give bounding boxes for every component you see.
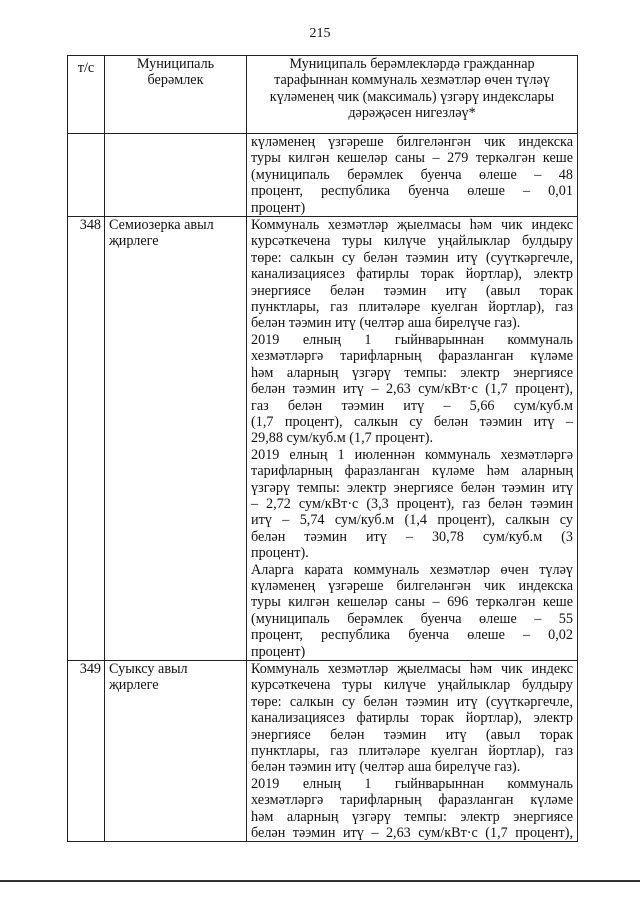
text-line: һәм аларның үзгәрү темпы: электр энергиясе (251, 808, 573, 825)
text-line: процент). (251, 545, 309, 562)
text-line: күләменең үзгәреше билгеләнгән чик индекска (251, 577, 573, 594)
text-line: төре: салкын су белән тәэмин итү (суүткәргечле, (251, 249, 573, 266)
text-line: – 2,72 сум/кВт·с (3,3 процент), газ белән тәэмин (251, 495, 573, 512)
text-line: канализациясез фатирлы торак йортлар), электр (251, 266, 573, 283)
text-line: (муниципаль берәмлек буенча өлеше – 55 (251, 610, 573, 627)
text-line: үзгәрү темпы: электр энергиясе белән тәэмин итү (251, 479, 573, 496)
continuation-municipality-cell (105, 134, 247, 217)
text-line: төре: салкын су белән тәэмин итү (суүткәргечле, (251, 693, 573, 710)
header-justification-line: күләменең чик (максималь) үзгәрү индекслары (269, 88, 555, 105)
text-line: туры килгән кешеләр саны – 696 теркәлгән кеше (251, 594, 573, 611)
header-justification-line: дәрәҗәсен нигезләү* (348, 105, 476, 122)
text-line: процент) (251, 643, 306, 660)
row-number: 349 (68, 661, 105, 842)
table-header-row (68, 56, 578, 134)
text-line: 2019 елның 1 гыйнварыннан коммуналь (251, 331, 573, 348)
text-line: (муниципаль берәмлек буенча өлеше – 48 (251, 166, 573, 183)
continuation-row (68, 134, 578, 217)
text-line: һәм аларның үзгәрү темпы: электр энергиясе (251, 364, 573, 381)
text-line: курсәткечена туры килүче уңайлыклар булдыру (251, 677, 573, 694)
row-municipality (105, 217, 247, 661)
header-municipality (105, 56, 247, 134)
text-line: хезмәтләргә тарифларның фаразланган күләме (251, 348, 573, 365)
text-line: процент) (251, 199, 306, 216)
text-line: белән тәэмин итү – 2,63 сум/кВт·с (1,7 процент), (251, 825, 573, 842)
text-line: пунктлары, газ плитәләре куелган йортлар), газ (251, 299, 573, 316)
text-line: Аларга карата коммуналь хезмәтләр өчен түләү (251, 561, 573, 578)
tariff-table (67, 55, 578, 842)
text-line: Коммуналь хезмәтләр җыелмасы һәм чик индекс (251, 661, 573, 677)
bottom-rule (0, 880, 640, 882)
text-line: газ белән тәэмин итү – 5,66 сум/куб.м (251, 397, 573, 414)
header-number: т/с (68, 56, 105, 134)
table-row (68, 217, 578, 661)
text-line: туры килгән кешеләр саны – 279 теркәлгән кеше (251, 150, 573, 167)
text-line: канализациясез фатирлы торак йортлар), электр (251, 710, 573, 727)
table-row (68, 661, 578, 842)
text-line: курсәткечена туры килүче уңайлыклар булдыру (251, 233, 573, 250)
text-line: хезмәтләргә тарифларның фаразланган күләме (251, 792, 573, 809)
text-line: тарифларның фаразланган күләме һәм аларның (251, 463, 573, 480)
text-line: белән тәэмин итү (челтәр аша бирелүче газ). (251, 315, 521, 332)
continuation-text (247, 134, 578, 217)
page-number: 215 (309, 26, 331, 41)
row-justification (247, 661, 578, 842)
header-justification-line: тарафыннан коммуналь хезмәтләр өчен түләү (274, 72, 550, 89)
text-line: Коммуналь хезмәтләр җыелмасы һәм чик индекс (251, 217, 573, 234)
row-number: 348 (68, 217, 105, 661)
row-municipality-line: Семиозерка авыл (109, 217, 214, 234)
row-municipality (105, 661, 247, 842)
row-municipality-line: Суыксу авыл (109, 661, 188, 677)
text-line: 2019 елның 1 гыйнварыннан коммуналь (251, 775, 573, 792)
text-line: энергиясе белән тәэмин итү (авыл торак (251, 282, 573, 299)
text-line: (1,7 процент), салкын су белән тәэмин итү – (251, 413, 573, 430)
text-line: 29,88 сум/куб.м (1,7 процент). (251, 430, 434, 447)
header-municipality-line: берәмлек (147, 72, 204, 89)
header-justification-line: Муниципаль берәмлекләрдә гражданнар (289, 56, 535, 72)
text-line: белән тәэмин итү – 2,63 сум/кВт·с (1,7 процент), (251, 381, 573, 398)
text-line: белән тәэмин итү – 30,78 сум/куб.м (3 (251, 528, 573, 545)
text-line: итү – 5,74 сум/куб.м (1,4 процент), салкын су (251, 512, 573, 529)
row-justification (247, 217, 578, 661)
text-line: күләменең үзгәреше билгеләнгән чик индекска (251, 134, 573, 150)
text-line: 2019 елның 1 июленнән коммуналь хезмәтләргә (251, 446, 573, 463)
row-municipality-line: җирлеге (109, 677, 159, 694)
text-line: белән тәэмин итү (челтәр аша бирелүче газ). (251, 759, 521, 776)
text-line: энергиясе белән тәэмин итү (авыл торак (251, 726, 573, 743)
text-line: пунктлары, газ плитәләре куелган йортлар), газ (251, 743, 573, 760)
text-line: процент, республика буенча өлеше – 0,02 (251, 627, 573, 644)
header-municipality-line: Муниципаль (136, 56, 215, 72)
continuation-number-cell (68, 134, 105, 217)
header-justification (247, 56, 578, 134)
text-line: процент, республика буенча өлеше – 0,01 (251, 183, 573, 200)
row-municipality-line: җирлеге (109, 233, 159, 250)
